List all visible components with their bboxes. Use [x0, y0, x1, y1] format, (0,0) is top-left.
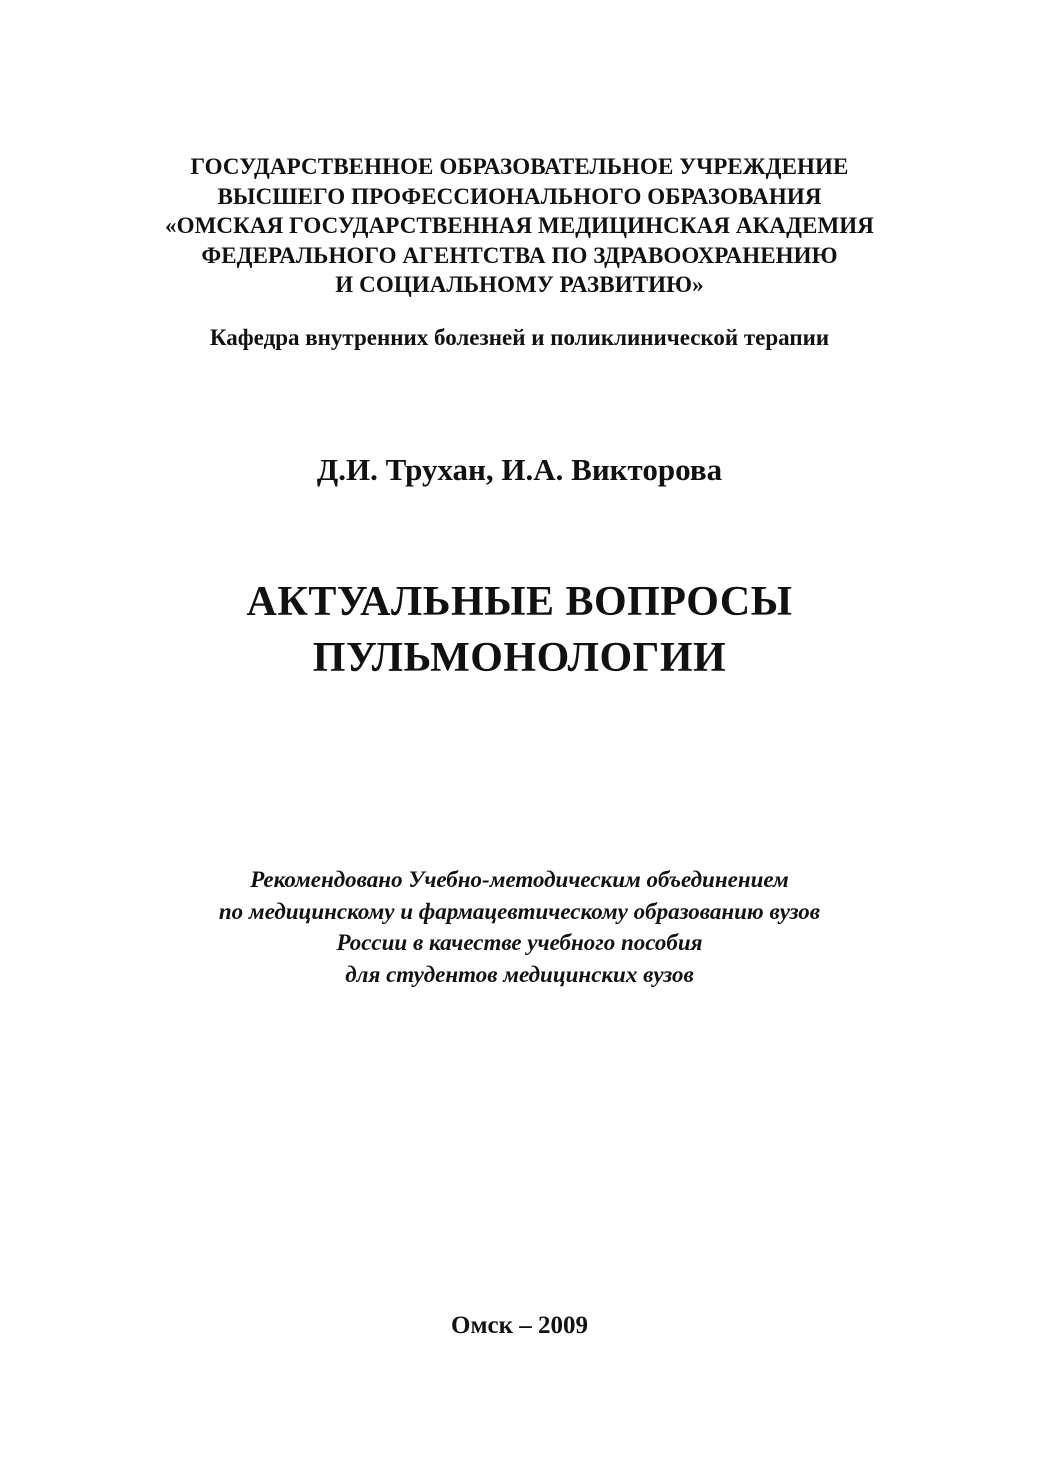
- institution-line: ГОСУДАРСТВЕННОЕ ОБРАЗОВАТЕЛЬНОЕ УЧРЕЖДЕНИЕ: [190, 154, 849, 179]
- recommendation-line: России в качестве учебного пособия: [336, 930, 703, 955]
- book-title-line: ПУЛЬМОНОЛОГИИ: [312, 635, 727, 681]
- institution-line: ВЫСШЕГО ПРОФЕССИОНАЛЬНОГО ОБРАЗОВАНИЯ: [217, 183, 822, 209]
- book-title: [0, 574, 1039, 686]
- recommendation-line: по медицинскому и фармацевтическому образованию вузов: [218, 898, 821, 924]
- recommendation-line: Рекомендовано Учебно-методическим объединением: [250, 867, 789, 892]
- recommendation-note: [0, 864, 1039, 990]
- department-name: Кафедра внутренних болезней и поликлинической терапии: [209, 325, 830, 350]
- institution-line: ФЕДЕРАЛЬНОГО АГЕНТСТВА ПО ЗДРАВООХРАНЕНИЮ: [201, 242, 838, 268]
- institution-header: [0, 152, 1039, 300]
- book-title-line: АКТУАЛЬНЫЕ ВОПРОСЫ: [246, 579, 793, 625]
- recommendation-line: для студентов медицинских вузов: [345, 961, 694, 987]
- institution-line: И СОЦИАЛЬНОМУ РАЗВИТИЮ»: [335, 272, 704, 297]
- authors: Д.И. Трухан, И.А. Викторова: [316, 452, 723, 487]
- institution-line: «ОМСКАЯ ГОСУДАРСТВЕННАЯ МЕДИЦИНСКАЯ АКАДЕМИЯ: [165, 213, 874, 238]
- place-year: Омск – 2009: [451, 1312, 588, 1339]
